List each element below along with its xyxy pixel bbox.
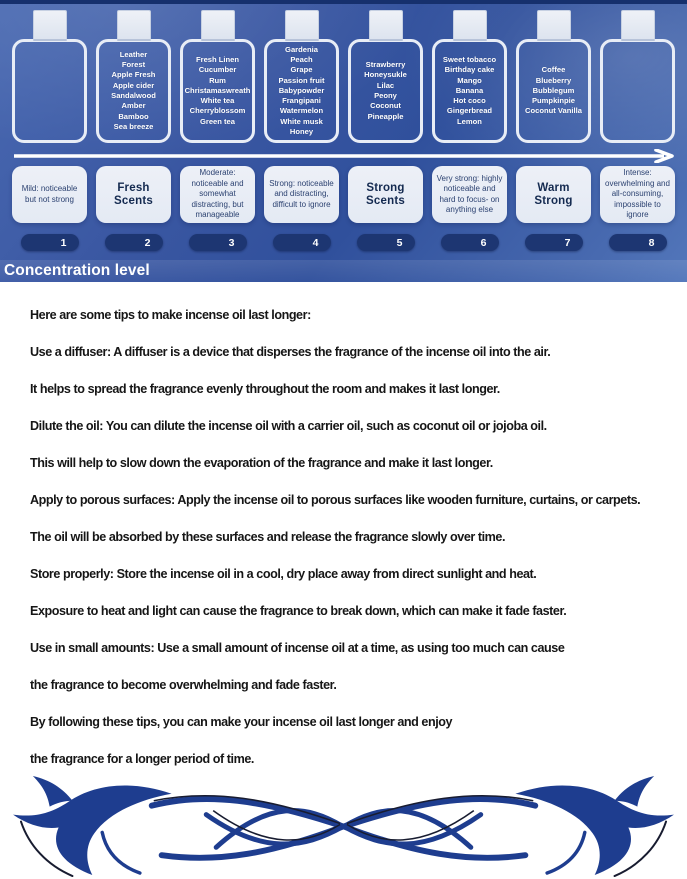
scent-line: Apple Fresh bbox=[111, 70, 156, 80]
scent-line: Forest bbox=[121, 60, 146, 70]
scent-line: Leather bbox=[119, 49, 148, 59]
scent-line: Gardenia bbox=[285, 44, 318, 54]
level-number: 7 bbox=[564, 236, 571, 249]
level-card-3 bbox=[180, 166, 255, 223]
level-card-6 bbox=[432, 166, 507, 223]
scent-line: Strawberry bbox=[365, 60, 406, 70]
bottle-outline-icon bbox=[516, 39, 591, 143]
scent-line: Grape bbox=[290, 65, 313, 75]
level-number: 1 bbox=[60, 236, 67, 249]
bottle-cap-icon bbox=[537, 10, 571, 41]
scent-line: Cherryblossom bbox=[189, 106, 246, 116]
level-number-badge-5 bbox=[357, 234, 415, 251]
tip-line: By following these tips, you can make your incense oil last longer and enjoy bbox=[30, 715, 453, 729]
scent-line: Gingerbread Lemon bbox=[446, 106, 493, 126]
level-number: 4 bbox=[312, 236, 319, 249]
scent-line: Apple cider bbox=[112, 80, 155, 90]
bottle-outline-icon bbox=[600, 39, 675, 143]
level-number: 8 bbox=[648, 236, 655, 249]
tribal-divider bbox=[0, 770, 687, 879]
level-number-badge-1 bbox=[21, 234, 79, 251]
pill-slot bbox=[180, 234, 255, 251]
tip-line: Use a diffuser: A diffuser is a device that disperses the fragrance of the incense oil into the air. bbox=[30, 345, 551, 359]
scent-list bbox=[100, 50, 167, 132]
tip-line: Use in small amounts: Use a small amount of incense oil at a time, as using too much can cause bbox=[30, 641, 565, 655]
level-number: 2 bbox=[144, 236, 151, 249]
level-card-label: Mild: noticeable but not strong bbox=[21, 184, 78, 204]
level-number-badge-6 bbox=[441, 234, 499, 251]
scent-line: Bamboo bbox=[118, 111, 149, 121]
level-card-row bbox=[0, 163, 687, 223]
scent-line: Coconut Vanilla bbox=[525, 106, 582, 116]
level-card-4 bbox=[264, 166, 339, 223]
scent-line: Banana bbox=[455, 85, 484, 95]
scent-line: Honeysukle bbox=[364, 70, 407, 80]
scent-line: White tea bbox=[200, 96, 235, 106]
scent-list bbox=[184, 55, 251, 127]
bottle-outline-icon bbox=[264, 39, 339, 143]
bottle-2 bbox=[96, 10, 171, 143]
tip-line: Exposure to heat and light can cause the fragrance to break down, which can make it fade faster. bbox=[30, 604, 567, 618]
level-card-7 bbox=[516, 166, 591, 223]
scent-line: Peach bbox=[290, 54, 313, 64]
tips-section bbox=[0, 282, 687, 770]
level-card-label: Strong: noticeable and distracting, difficult to ignore bbox=[269, 178, 334, 209]
tip-line: Store properly: Store the incense oil in a cool, dry place away from direct sunlight and heat. bbox=[30, 567, 537, 581]
bottle-outline-icon bbox=[348, 39, 423, 143]
pill-slot bbox=[516, 234, 591, 251]
bottle-outline-icon bbox=[432, 39, 507, 143]
scent-line: Pumpkinpie bbox=[531, 96, 576, 106]
level-number-badge-4 bbox=[273, 234, 331, 251]
level-number-badge-3 bbox=[189, 234, 247, 251]
scent-line: Bubblegum bbox=[532, 85, 575, 95]
concentration-scale-infographic bbox=[0, 0, 687, 282]
pill-slot bbox=[12, 234, 87, 251]
scent-line: Mango bbox=[457, 75, 482, 85]
scent-line: Christamaswreath bbox=[184, 85, 251, 95]
scent-list bbox=[268, 45, 335, 138]
tip-line: The oil will be absorbed by these surfaces and release the fragrance slowly over time. bbox=[30, 530, 506, 544]
scent-line: Fresh Linen bbox=[195, 54, 240, 64]
scent-line: Rum bbox=[209, 75, 226, 85]
scent-line: Sandalwood bbox=[111, 91, 156, 100]
tip-line: Dilute the oil: You can dilute the incense oil with a carrier oil, such as coconut oil or jojoba oil. bbox=[30, 419, 547, 433]
bottle-4 bbox=[264, 10, 339, 143]
scent-line: Frangipani bbox=[282, 96, 321, 106]
bottle-outline-icon bbox=[12, 39, 87, 143]
bottle-cap-icon bbox=[33, 10, 67, 41]
bottle-cap-icon bbox=[117, 10, 151, 41]
scent-line: Cucumber bbox=[198, 65, 237, 75]
level-number: 3 bbox=[228, 236, 235, 249]
bottle-8 bbox=[600, 10, 675, 143]
tip-line: It helps to spread the fragrance evenly throughout the room and makes it last longer. bbox=[30, 382, 500, 396]
pill-slot bbox=[600, 234, 675, 251]
scent-line: Sea breeze bbox=[113, 121, 154, 131]
bottle-cap-icon bbox=[369, 10, 403, 41]
level-number-badge-8 bbox=[609, 234, 667, 251]
tip-line: the fragrance for a longer period of time. bbox=[30, 752, 254, 766]
tip-line: the fragrance to become overwhelming and fade faster. bbox=[30, 678, 337, 692]
tip-line: This will help to slow down the evaporation of the fragrance and make it last longer. bbox=[30, 456, 493, 470]
scent-line: Birthday cake bbox=[444, 65, 495, 75]
scent-line: Coconut bbox=[370, 101, 401, 111]
right-arrow-icon bbox=[12, 149, 675, 163]
level-card-label: Strong Scents bbox=[366, 181, 405, 207]
scent-line: Green tea bbox=[199, 116, 236, 126]
level-card-label: Fresh Scents bbox=[114, 181, 153, 207]
level-card-5 bbox=[348, 166, 423, 223]
level-card-label: Warm Strong bbox=[534, 181, 573, 207]
pill-slot bbox=[348, 234, 423, 251]
level-number: 5 bbox=[396, 236, 403, 249]
bottle-6 bbox=[432, 10, 507, 143]
tip-line: Apply to porous surfaces: Apply the incense oil to porous surfaces like wooden furniture, curtains, or carpets. bbox=[30, 493, 641, 507]
bottle-5 bbox=[348, 10, 423, 143]
scent-line: Blueberry bbox=[535, 75, 572, 85]
pill-slot bbox=[264, 234, 339, 251]
scent-line: Babypowder bbox=[278, 85, 325, 95]
level-card-8 bbox=[600, 166, 675, 223]
scent-line: Pineapple bbox=[367, 111, 404, 121]
axis-label: Concentration level bbox=[4, 262, 150, 279]
scent-line: Sweet tobacco bbox=[442, 54, 497, 64]
level-number-row bbox=[0, 223, 687, 251]
scent-line: Passion fruit bbox=[278, 75, 325, 85]
level-number: 6 bbox=[480, 236, 487, 249]
scent-line: Amber bbox=[121, 101, 146, 111]
scale-axis-arrow bbox=[12, 149, 675, 163]
bottle-3 bbox=[180, 10, 255, 143]
bottle-outline-icon bbox=[96, 39, 171, 143]
axis-band bbox=[0, 260, 687, 282]
level-number-badge-2 bbox=[105, 234, 163, 251]
bottle-cap-icon bbox=[285, 10, 319, 41]
scent-line: Lilac bbox=[376, 80, 395, 90]
level-card-2 bbox=[96, 166, 171, 223]
level-card-1 bbox=[12, 166, 87, 223]
level-card-label: Very strong: highly noticeable and hard to focus- on anything else bbox=[436, 173, 503, 214]
scent-line: Peony bbox=[374, 91, 397, 100]
bottle-7 bbox=[516, 10, 591, 143]
top-border-strip bbox=[0, 0, 687, 4]
tribal-ornament-icon bbox=[0, 770, 687, 879]
scent-line: Coffee bbox=[541, 65, 566, 75]
bottle-cap-icon bbox=[201, 10, 235, 41]
scent-line: White musk bbox=[280, 116, 323, 126]
level-number-badge-7 bbox=[525, 234, 583, 251]
scent-line: Hot coco bbox=[453, 96, 486, 106]
pill-slot bbox=[432, 234, 507, 251]
scent-list bbox=[520, 65, 587, 116]
bottle-outline-icon bbox=[180, 39, 255, 143]
tip-line: Here are some tips to make incense oil last longer: bbox=[30, 308, 311, 322]
level-card-label: Intense: overwhelming and all-consuming, impossible to ignore bbox=[605, 168, 670, 220]
bottle-row bbox=[0, 0, 687, 143]
scent-list bbox=[436, 55, 503, 127]
bottle-cap-icon bbox=[453, 10, 487, 41]
bottle-cap-icon bbox=[621, 10, 655, 41]
level-card-label: Moderate: noticeable and somewhat distracting, but manageable bbox=[191, 168, 244, 220]
scent-line: Honey bbox=[289, 127, 314, 137]
bottle-1 bbox=[12, 10, 87, 143]
pill-slot bbox=[96, 234, 171, 251]
scent-line: Watermelon bbox=[279, 106, 324, 116]
scent-list bbox=[352, 60, 419, 122]
